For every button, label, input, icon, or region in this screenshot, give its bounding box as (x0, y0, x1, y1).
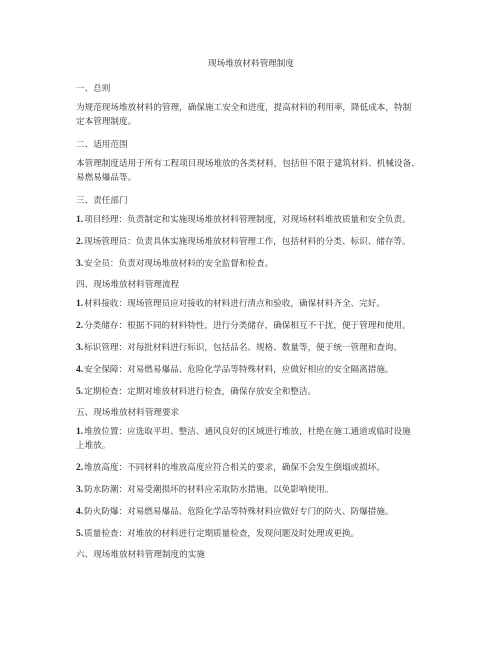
list-item (76, 364, 394, 376)
section-heading-process: 四、现场堆放材料管理流程 (76, 280, 180, 290)
section-heading-scope: 二、适用范围 (76, 140, 128, 150)
section-heading-responsibility: 三、责任部门 (76, 196, 128, 206)
list-item (76, 258, 273, 270)
page-title: 现场堆放材料管理制度 (208, 59, 294, 69)
list-number: 2. (76, 321, 84, 331)
list-item-text: 项目经理：负责制定和实施现场堆放材料管理制度，对现场材料堆放质量和安全负责。 (84, 215, 411, 225)
list-number: 1. (76, 215, 84, 225)
list-item (76, 462, 385, 474)
list-item (76, 298, 385, 310)
list-item (76, 506, 394, 518)
list-number: 2. (76, 237, 84, 247)
list-number: 3. (76, 485, 84, 495)
list-number: 5. (76, 529, 84, 539)
list-item-text: 安全员：负责对现场堆放材料的安全监督和检查。 (84, 259, 274, 269)
list-item (76, 484, 333, 496)
section-heading-implementation: 六、现场堆放材料管理制度的实施 (76, 550, 205, 560)
list-item (76, 426, 411, 438)
list-item (76, 320, 411, 332)
list-number: 3. (76, 343, 84, 353)
list-item (76, 528, 359, 540)
list-number: 5. (76, 387, 84, 397)
list-number: 1. (76, 299, 84, 309)
list-item-text: 堆放位置：应选取平坦、整洁、通风良好的区域进行堆放，杜绝在施工通道或临时设施 (84, 427, 411, 437)
list-item-text: 材料接收：现场管理员应对接收的材料进行清点和验收，确保材料齐全、完好。 (84, 299, 385, 309)
paragraph-line: 为规范现场堆放材料的管理，确保施工安全和进度，提高材料的利用率，降低成本，特制 (76, 103, 412, 113)
paragraph-line: 定本管理制度。 (76, 117, 137, 127)
list-item-text: 现场管理员：负责具体实施现场堆放材料管理工作，包括材料的分类、标识、储存等。 (84, 237, 411, 247)
list-item-text: 分类储存：根据不同的材料特性，进行分类储存，确保相互不干扰，便于管理和使用。 (84, 321, 411, 331)
list-item-text: 质量检查：对堆放的材料进行定期质量检查，发现问题及时处理或更换。 (84, 529, 360, 539)
list-item-text: 定期检查：定期对堆放材料进行检查，确保存放安全和整洁。 (84, 387, 317, 397)
list-number: 4. (76, 507, 84, 517)
list-item (76, 236, 411, 248)
paragraph-line: 易燃易爆品等。 (76, 173, 137, 183)
list-item (76, 214, 411, 226)
list-item-text: 防水防潮：对易受潮损坏的材料应采取防水措施，以免影响使用。 (84, 485, 334, 495)
list-number: 3. (76, 259, 84, 269)
list-item-text: 防火防爆：对易燃易爆品、危险化学品等特殊材料应做好专门的防火、防爆措施。 (84, 507, 394, 517)
list-item-text: 标识管理：对每批材料进行标识，包括品名、规格、数量等，便于统一管理和查询。 (84, 343, 403, 353)
list-number: 4. (76, 365, 84, 375)
list-item (76, 386, 316, 398)
list-number: 1. (76, 427, 84, 437)
list-item (76, 342, 402, 354)
section-heading-general: 一、总则 (76, 84, 111, 94)
list-number: 2. (76, 463, 84, 473)
list-item-continuation: 上堆放。 (76, 441, 111, 451)
paragraph-line: 本管理制度适用于所有工程项目现场堆放的各类材料，包括但不限于建筑材料、机械设备、 (76, 159, 420, 169)
list-item-text: 堆放高度：不同材料的堆放高度应符合相关的要求，确保不会发生倒塌或损坏。 (84, 463, 385, 473)
section-heading-requirements: 五、现场堆放材料管理要求 (76, 408, 180, 418)
list-item-text: 安全保障：对易燃易爆品、危险化学品等特殊材料，应做好相应的安全隔离措施。 (84, 365, 394, 375)
